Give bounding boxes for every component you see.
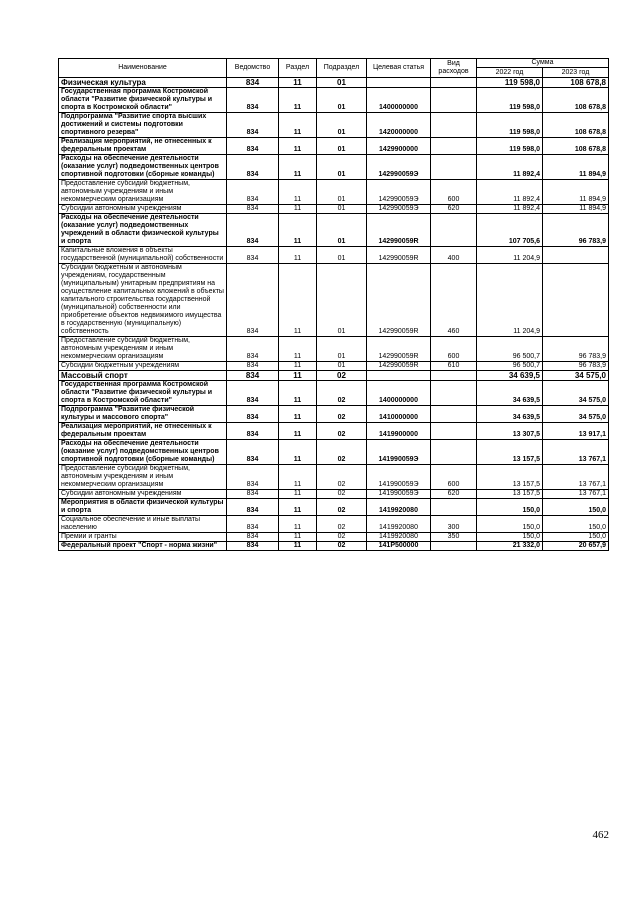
cell-name: Федеральный проект "Спорт - норма жизни" (59, 542, 227, 551)
cell-sum-2023: 108 678,8 (543, 138, 609, 155)
cell-expense-type: 300 (431, 516, 477, 533)
table-row (59, 490, 609, 499)
cell-expense-type: 350 (431, 533, 477, 542)
cell-target-article: 141990059Э (367, 490, 431, 499)
table-row (59, 381, 609, 406)
cell-sum-2023: 11 894,9 (543, 180, 609, 205)
table-row (59, 88, 609, 113)
cell-department: 834 (227, 465, 279, 490)
header-subsection: Подраздел (317, 59, 367, 78)
cell-section: 11 (279, 214, 317, 247)
cell-section: 11 (279, 247, 317, 264)
cell-department: 834 (227, 247, 279, 264)
cell-target-article: 1419920080 (367, 516, 431, 533)
cell-section: 11 (279, 155, 317, 180)
cell-section: 11 (279, 264, 317, 337)
cell-sum-2023 (543, 264, 609, 337)
cell-subsection: 02 (317, 406, 367, 423)
cell-section: 11 (279, 362, 317, 371)
cell-sum-2023: 13 767,1 (543, 490, 609, 499)
cell-sum-2023: 13 767,1 (543, 465, 609, 490)
cell-target-article: 1419920080 (367, 533, 431, 542)
cell-department: 834 (227, 440, 279, 465)
cell-sum-2022: 119 598,0 (477, 113, 543, 138)
cell-section: 11 (279, 205, 317, 214)
cell-expense-type: 600 (431, 180, 477, 205)
table-row (59, 180, 609, 205)
header-year-2022: 2022 год (477, 68, 543, 78)
cell-department: 834 (227, 490, 279, 499)
cell-sum-2022: 13 157,5 (477, 465, 543, 490)
cell-name: Расходы на обеспечение деятельности (оказание услуг) подведомственных центров спортивной подготовки (сборные команды) (59, 155, 227, 180)
cell-target-article: 1400000000 (367, 88, 431, 113)
budget-table (58, 58, 609, 551)
cell-subsection: 01 (317, 205, 367, 214)
cell-expense-type (431, 88, 477, 113)
cell-sum-2023: 34 575,0 (543, 406, 609, 423)
header-section: Раздел (279, 59, 317, 78)
cell-name: Государственная программа Костромской области "Развитие физической культуры и спорта в Костромской области" (59, 381, 227, 406)
cell-sum-2023: 34 575,0 (543, 381, 609, 406)
cell-expense-type (431, 499, 477, 516)
cell-section: 11 (279, 516, 317, 533)
cell-department: 834 (227, 214, 279, 247)
header-year-2023: 2023 год (543, 68, 609, 78)
cell-expense-type (431, 113, 477, 138)
cell-sum-2022: 34 639,5 (477, 406, 543, 423)
table-row (59, 516, 609, 533)
cell-target-article: 141P500000 (367, 542, 431, 551)
cell-sum-2023: 34 575,0 (543, 371, 609, 381)
cell-name: Реализация мероприятий, не отнесенных к федеральным проектам (59, 138, 227, 155)
cell-sum-2022: 34 639,5 (477, 381, 543, 406)
cell-sum-2023: 108 678,8 (543, 88, 609, 113)
cell-sum-2023: 13 767,1 (543, 440, 609, 465)
cell-subsection: 02 (317, 371, 367, 381)
cell-section: 11 (279, 371, 317, 381)
cell-name: Предоставление субсидий бюджетным, автономным учреждениям и иным некоммерческим организациям (59, 337, 227, 362)
header-name: Наименование (59, 59, 227, 78)
cell-department: 834 (227, 155, 279, 180)
cell-expense-type (431, 371, 477, 381)
cell-sum-2022: 150,0 (477, 499, 543, 516)
table-row (59, 371, 609, 381)
cell-subsection: 02 (317, 533, 367, 542)
cell-sum-2023: 96 783,9 (543, 337, 609, 362)
page-number: 462 (592, 829, 609, 841)
cell-department: 834 (227, 362, 279, 371)
cell-department: 834 (227, 180, 279, 205)
cell-section: 11 (279, 542, 317, 551)
cell-target-article (367, 78, 431, 88)
cell-expense-type (431, 423, 477, 440)
cell-sum-2022: 11 892,4 (477, 205, 543, 214)
cell-subsection: 01 (317, 362, 367, 371)
cell-subsection: 02 (317, 423, 367, 440)
cell-sum-2022: 119 598,0 (477, 78, 543, 88)
table-row (59, 423, 609, 440)
cell-name: Расходы на обеспечение деятельности (оказание услуг) подведомственных центров спортивной подготовки (сборные команды) (59, 440, 227, 465)
cell-section: 11 (279, 423, 317, 440)
cell-sum-2022: 21 332,0 (477, 542, 543, 551)
cell-expense-type (431, 78, 477, 88)
cell-expense-type (431, 155, 477, 180)
cell-section: 11 (279, 78, 317, 88)
cell-department: 834 (227, 88, 279, 113)
table-row (59, 138, 609, 155)
table-row (59, 465, 609, 490)
cell-sum-2022: 119 598,0 (477, 88, 543, 113)
cell-target-article: 1419900000 (367, 423, 431, 440)
cell-subsection: 01 (317, 247, 367, 264)
cell-expense-type (431, 440, 477, 465)
cell-department: 834 (227, 423, 279, 440)
cell-department: 834 (227, 205, 279, 214)
cell-subsection: 02 (317, 465, 367, 490)
cell-target-article: 142990059Э (367, 180, 431, 205)
cell-section: 11 (279, 490, 317, 499)
cell-sum-2023: 20 657,9 (543, 542, 609, 551)
cell-sum-2022: 11 204,9 (477, 264, 543, 337)
cell-department: 834 (227, 371, 279, 381)
cell-sum-2022: 150,0 (477, 533, 543, 542)
cell-subsection: 01 (317, 78, 367, 88)
cell-section: 11 (279, 138, 317, 155)
cell-sum-2022: 11 892,4 (477, 180, 543, 205)
cell-sum-2022: 150,0 (477, 516, 543, 533)
cell-sum-2022: 13 307,5 (477, 423, 543, 440)
cell-sum-2023: 150,0 (543, 533, 609, 542)
cell-name: Реализация мероприятий, не отнесенных к федеральным проектам (59, 423, 227, 440)
cell-department: 834 (227, 542, 279, 551)
table-row (59, 247, 609, 264)
table-body (59, 78, 609, 551)
table-row (59, 499, 609, 516)
table-row (59, 533, 609, 542)
cell-department: 834 (227, 337, 279, 362)
cell-expense-type: 400 (431, 247, 477, 264)
cell-name: Субсидии бюджетным и автономным учреждениям, государственным (муниципальным) унитарным предприятиям на осуществление капитальных вложений в объекты капитального строительства государственной (муниципальной) собственности или приобретение объектов недвижимого имущества в государственную (муниципальную) собственность (59, 264, 227, 337)
cell-section: 11 (279, 406, 317, 423)
cell-expense-type: 600 (431, 465, 477, 490)
cell-sum-2023: 96 783,9 (543, 214, 609, 247)
cell-target-article: 142990059R (367, 264, 431, 337)
cell-section: 11 (279, 465, 317, 490)
cell-department: 834 (227, 264, 279, 337)
table-row (59, 406, 609, 423)
cell-department: 834 (227, 406, 279, 423)
cell-sum-2023 (543, 247, 609, 264)
cell-target-article: 1400000000 (367, 381, 431, 406)
cell-department: 834 (227, 381, 279, 406)
cell-target-article (367, 371, 431, 381)
cell-name: Субсидии автономным учреждениям (59, 490, 227, 499)
cell-name: Подпрограмма "Развитие физической культуры и массового спорта" (59, 406, 227, 423)
table-row (59, 78, 609, 88)
document-page (58, 58, 608, 551)
cell-name: Субсидии автономным учреждениям (59, 205, 227, 214)
header-expense-type: Вид расходов (431, 59, 477, 78)
cell-subsection: 01 (317, 88, 367, 113)
cell-section: 11 (279, 337, 317, 362)
cell-name: Мероприятия в области физической культуры и спорта (59, 499, 227, 516)
cell-target-article: 141990059Э (367, 465, 431, 490)
cell-subsection: 01 (317, 138, 367, 155)
cell-subsection: 01 (317, 264, 367, 337)
cell-sum-2022: 13 157,5 (477, 490, 543, 499)
cell-sum-2023: 150,0 (543, 516, 609, 533)
cell-expense-type: 610 (431, 362, 477, 371)
cell-sum-2022: 13 157,5 (477, 440, 543, 465)
cell-subsection: 01 (317, 180, 367, 205)
cell-department: 834 (227, 78, 279, 88)
cell-expense-type (431, 214, 477, 247)
cell-section: 11 (279, 440, 317, 465)
cell-department: 834 (227, 138, 279, 155)
table-row (59, 113, 609, 138)
table-row (59, 362, 609, 371)
cell-sum-2023: 11 894,9 (543, 155, 609, 180)
cell-name: Государственная программа Костромской области "Развитие физической культуры и спорта в Костромской области" (59, 88, 227, 113)
cell-sum-2023: 108 678,8 (543, 113, 609, 138)
cell-expense-type (431, 381, 477, 406)
cell-sum-2023: 150,0 (543, 499, 609, 516)
cell-department: 834 (227, 533, 279, 542)
cell-section: 11 (279, 88, 317, 113)
cell-name: Предоставление субсидий бюджетным, автономным учреждениям и иным некоммерческим организациям (59, 180, 227, 205)
table-row (59, 542, 609, 551)
cell-name: Социальное обеспечение и иные выплаты населению (59, 516, 227, 533)
cell-subsection: 01 (317, 337, 367, 362)
cell-section: 11 (279, 499, 317, 516)
cell-expense-type: 460 (431, 264, 477, 337)
cell-sum-2022: 96 500,7 (477, 337, 543, 362)
cell-name: Физическая культура (59, 78, 227, 88)
cell-target-article: 142990059R (367, 362, 431, 371)
cell-target-article: 1429900000 (367, 138, 431, 155)
cell-sum-2022: 107 705,6 (477, 214, 543, 247)
cell-department: 834 (227, 113, 279, 138)
cell-target-article: 1420000000 (367, 113, 431, 138)
cell-name: Массовый спорт (59, 371, 227, 381)
cell-expense-type: 600 (431, 337, 477, 362)
cell-sum-2022: 11 204,9 (477, 247, 543, 264)
cell-expense-type (431, 406, 477, 423)
cell-sum-2023: 108 678,8 (543, 78, 609, 88)
cell-target-article: 142990059Э (367, 155, 431, 180)
cell-name: Субсидии бюджетным учреждениям (59, 362, 227, 371)
cell-sum-2022: 96 500,7 (477, 362, 543, 371)
cell-department: 834 (227, 499, 279, 516)
cell-target-article: 142990059Э (367, 205, 431, 214)
table-row (59, 205, 609, 214)
cell-target-article: 141990059Э (367, 440, 431, 465)
cell-sum-2022: 11 892,4 (477, 155, 543, 180)
cell-section: 11 (279, 113, 317, 138)
cell-expense-type: 620 (431, 205, 477, 214)
cell-subsection: 01 (317, 214, 367, 247)
cell-subsection: 02 (317, 381, 367, 406)
header-sum: Сумма (477, 59, 609, 68)
cell-name: Подпрограмма "Развитие спорта высших достижений и системы подготовки спортивного резерва" (59, 113, 227, 138)
cell-target-article: 1410000000 (367, 406, 431, 423)
cell-subsection: 02 (317, 542, 367, 551)
cell-section: 11 (279, 381, 317, 406)
cell-name: Предоставление субсидий бюджетным, автономным учреждениям и иным некоммерческим организациям (59, 465, 227, 490)
cell-sum-2022: 34 639,5 (477, 371, 543, 381)
cell-expense-type: 620 (431, 490, 477, 499)
cell-sum-2023: 13 917,1 (543, 423, 609, 440)
cell-sum-2023: 11 894,9 (543, 205, 609, 214)
cell-name: Премии и гранты (59, 533, 227, 542)
cell-target-article: 142990059R (367, 247, 431, 264)
header-target-article: Целевая статья (367, 59, 431, 78)
cell-subsection: 02 (317, 516, 367, 533)
table-row (59, 155, 609, 180)
cell-section: 11 (279, 533, 317, 542)
cell-subsection: 01 (317, 113, 367, 138)
cell-target-article: 1419920080 (367, 499, 431, 516)
cell-name: Расходы на обеспечение деятельности (оказание услуг) подведомственных учреждений в области физической культуры и спорта (59, 214, 227, 247)
cell-section: 11 (279, 180, 317, 205)
header-department: Ведомство (227, 59, 279, 78)
cell-subsection: 02 (317, 440, 367, 465)
cell-name: Капитальные вложения в объекты государственной (муниципальной) собственности (59, 247, 227, 264)
cell-subsection: 02 (317, 490, 367, 499)
table-row (59, 214, 609, 247)
table-row (59, 337, 609, 362)
cell-expense-type (431, 138, 477, 155)
cell-target-article: 142990059R (367, 337, 431, 362)
table-row (59, 440, 609, 465)
cell-sum-2022: 119 598,0 (477, 138, 543, 155)
cell-subsection: 02 (317, 499, 367, 516)
cell-sum-2023: 96 783,9 (543, 362, 609, 371)
cell-subsection: 01 (317, 155, 367, 180)
cell-department: 834 (227, 516, 279, 533)
cell-target-article: 142990059R (367, 214, 431, 247)
table-row (59, 264, 609, 337)
cell-expense-type (431, 542, 477, 551)
